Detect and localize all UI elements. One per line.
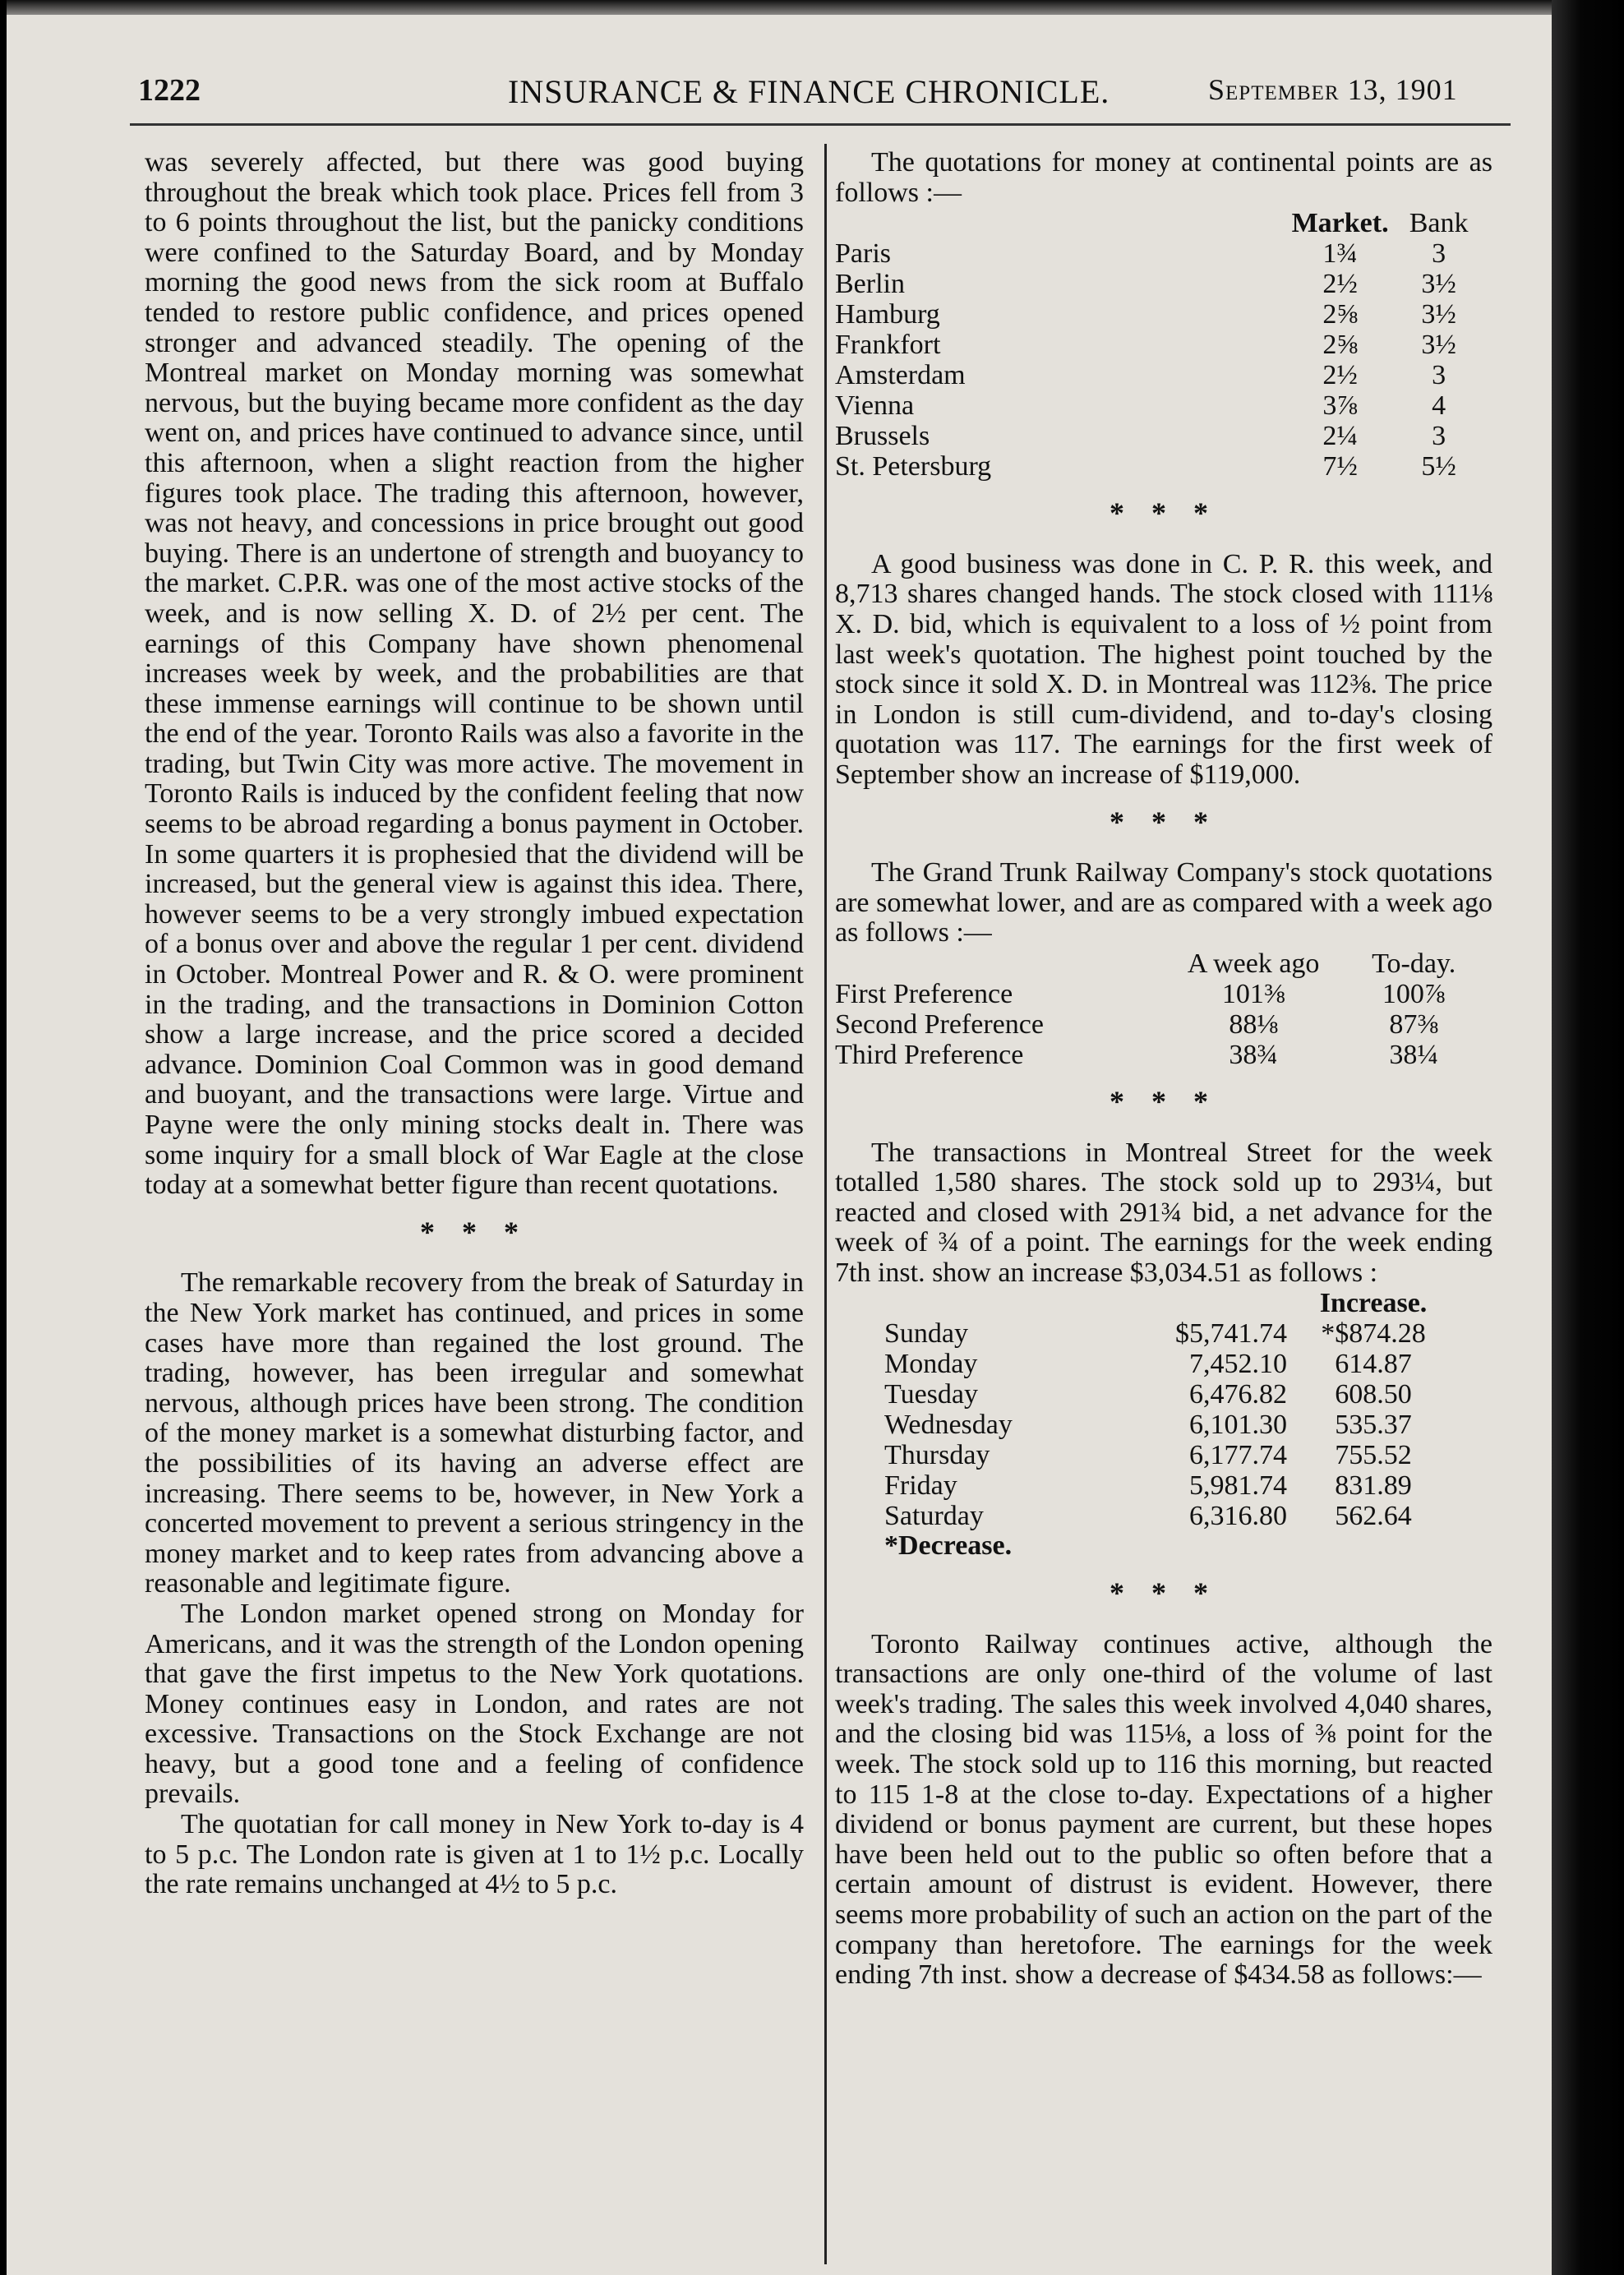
money-rate-row: [835, 360, 1476, 390]
money-rate-row: [835, 269, 1476, 299]
issue-date: September 13, 1901: [1208, 73, 1458, 106]
page-number: 1222: [138, 73, 201, 108]
journal-title: INSURANCE & FINANCE CHRONICLE.: [508, 73, 1110, 110]
section-separator: * * *: [1110, 1576, 1218, 1610]
market-rate: 2⅝: [1322, 299, 1358, 330]
weekday: Tuesday: [884, 1379, 978, 1410]
right-column: [835, 148, 1493, 1991]
preference-row: [835, 1040, 1476, 1070]
week-ago-quote: 101⅜: [1221, 978, 1285, 1009]
earnings-row: [884, 1501, 1460, 1531]
city-name: Brussels: [835, 421, 930, 452]
market-rate: 2½: [1322, 360, 1358, 391]
city-name: Berlin: [835, 269, 905, 300]
money-rates-header-row: [835, 208, 1476, 238]
city-name: St. Petersburg: [835, 451, 992, 482]
today-quote: 100⅞: [1382, 978, 1446, 1009]
bank-column-header: Bank: [1409, 208, 1469, 239]
money-rates-table: [835, 208, 1476, 482]
bank-rate: 3: [1432, 421, 1446, 452]
earnings-row: [884, 1440, 1460, 1470]
section-separator: * * *: [1110, 805, 1218, 838]
week-ago-quote: 88⅛: [1229, 1008, 1278, 1040]
section-separator: * * *: [420, 1215, 528, 1248]
weekday: Sunday: [884, 1318, 968, 1350]
earnings-header-row: [884, 1288, 1460, 1318]
market-review-paragraph: was severely affected, but there was good buying throughout the break which took place. Prices fell from 3 to 6 points throughout the list, but the panicky conditions were confined to the Saturday Board, and by Monday morning the good news from the sick room at Buffalo tended to restore public confidence, and prices opened stronger and advanced steadily. The opening of the Montreal market on Monday morning was somewhat nervous, but the buying became more confident as the day went on, and prices have continued to advance since, until this afternoon, when a slight reaction from the higher figures took place. The trading this afternoon, however, was not heavy, and concessions in price brought out good buying. There is an undertone of strength and buoyancy to the market. C.P.R. was one of the most active stocks of the week, and is now selling X. D. of 2½ per cent. The earnings of this Company have shown phenomenal increases week by week, and the probabilities are that these immense earnings will continue to be shown until the end of the year. Toronto Rails was also a favorite in the trading, but Twin City was more active. The movement in Toronto Rails is induced by the confident feeling that now seems to be abroad regarding a bonus payment in October. In some quarters it is prophesied that the dividend will be increased, but the general view is against this idea. There, however seems to be a very strongly imbued expectation of a bonus over and above the regular 1 per cent. dividend in October. Montreal Power and R. & O. were prominent in the trading, and the transactions in Dominion Cotton show a large increase, and the price scored a decided advance. Dominion Coal Common was in good demand and buoyant, and the transactions were large. Virtue and Payne were the only mining stocks dealt in. There was some inquiry for a small block of War Eagle at the close today at a somewhat better figure than recent quotations.: [145, 147, 804, 1201]
market-rate: 2¼: [1322, 421, 1358, 452]
earnings-row: [884, 1318, 1460, 1349]
earnings-amount: 6,476.82: [1189, 1379, 1287, 1410]
earnings-increase: *$874.28: [1321, 1318, 1426, 1350]
city-name: Amsterdam: [835, 360, 966, 391]
weekday: Thursday: [884, 1440, 990, 1471]
earnings-amount: 6,101.30: [1189, 1410, 1287, 1441]
weekday: Wednesday: [884, 1410, 1013, 1441]
preference-row: [835, 1009, 1476, 1040]
grand-trunk-header-row: [835, 948, 1476, 979]
market-rate: 3⅞: [1322, 390, 1358, 422]
money-rate-row: [835, 390, 1476, 421]
weekday: Friday: [884, 1470, 957, 1502]
city-name: Paris: [835, 238, 891, 270]
money-rate-row: [835, 330, 1476, 360]
market-rate: 2⅝: [1322, 330, 1358, 361]
scan-top-edge: [7, 0, 1552, 15]
bank-rate: 3½: [1421, 269, 1456, 300]
preference-label: First Preference: [835, 978, 1013, 1009]
decrease-footnote: *Decrease.: [884, 1530, 1013, 1562]
toronto-railway-paragraph: Toronto Railway continues active, although the transactions are only one-third of the volume of last week's trading. The sales this week involved 4,040 shares, and the closing bid was 115⅛, a loss of ⅜ point for the week. The stock sold up to 116 this morning, but reacted to 115 1-8 at the close to-day. Expectations of a higher dividend or bonus payment are current, but these hopes have been held out to the public so often before that a certain amount of distrust is evident. However, there seems more probability of such an action on the part of the company than heretofore. The earnings for the week ending 7th inst. show a decrease of $434.58 as follows:—: [835, 1628, 1493, 1991]
grand-trunk-table: [835, 948, 1476, 1070]
earnings-amount: 6,177.74: [1189, 1440, 1287, 1471]
market-rate: 1¾: [1322, 238, 1358, 270]
cpr-paragraph: A good business was done in C. P. R. this week, and 8,713 shares changed hands. The stock closed with 111⅛ X. D. bid, which is equivalent to a loss of ½ point from last week's quotation. The highest point touched by the stock since it sold X. D. in Montreal was 112⅜. The price in London is still cum-dividend, and to-day's closing quotation was 117. The earnings for the first week of September show an increase of $119,000.: [835, 548, 1493, 790]
week-ago-quote: 38¾: [1229, 1039, 1278, 1070]
earnings-increase: 755.52: [1335, 1440, 1412, 1471]
money-rate-row: [835, 451, 1476, 482]
money-rate-row: [835, 238, 1476, 269]
earnings-row: [884, 1470, 1460, 1501]
weekday: Saturday: [884, 1501, 984, 1532]
earnings-increase: 535.37: [1335, 1410, 1412, 1441]
paper-sheet: [7, 0, 1552, 2275]
weekday: Monday: [884, 1349, 978, 1380]
binding-edge: [1552, 0, 1624, 2275]
week-ago-column-header: A week ago: [1187, 948, 1320, 979]
earnings-increase: 614.87: [1335, 1349, 1412, 1380]
city-name: Vienna: [835, 390, 915, 422]
money-quotations-intro: The quotations for money at continental points are as follows :—: [835, 147, 1493, 208]
bank-rate: 5½: [1421, 451, 1456, 482]
left-column: [145, 148, 804, 1900]
earnings-row: [884, 1349, 1460, 1379]
london-paragraph: The London market opened strong on Monday for Americans, and it was the strength of the London opening that gave the first impetus to the New York quotations. Money continues easy in London, and rates are not excessive. Transactions on the Stock Exchange are not heavy, but a good tone and a feeling of confidence prevails.: [145, 1598, 804, 1810]
section-separator: * * *: [1110, 1084, 1218, 1118]
earnings-table: [884, 1288, 1460, 1531]
earnings-increase: 562.64: [1335, 1501, 1412, 1532]
today-quote: 87⅜: [1389, 1008, 1438, 1040]
increase-column-header: Increase.: [1319, 1288, 1428, 1319]
money-rate-row: [835, 299, 1476, 330]
column-rule: [824, 144, 827, 2264]
earnings-row: [884, 1379, 1460, 1410]
city-name: Hamburg: [835, 299, 940, 330]
bank-rate: 3: [1432, 238, 1446, 270]
today-quote: 38¼: [1389, 1039, 1438, 1070]
earnings-row: [884, 1410, 1460, 1440]
earnings-amount: 7,452.10: [1189, 1349, 1287, 1380]
market-rate: 2½: [1322, 269, 1358, 300]
section-separator: * * *: [1110, 496, 1218, 530]
preference-label: Third Preference: [835, 1039, 1024, 1070]
grand-trunk-intro: The Grand Trunk Railway Company's stock quotations are somewhat lower, and are as compared with a week ago as follows :—: [835, 857, 1493, 948]
preference-label: Second Preference: [835, 1008, 1044, 1040]
header-rule: [130, 123, 1511, 126]
montreal-street-paragraph: The transactions in Montreal Street for the week totalled 1,580 shares. The stock sold up to 293¼, but reacted and closed with 291¾ bid, a net advance for the week of ¾ of a point. The earnings for the week ending 7th inst. show an increase $3,034.51 as follows :: [835, 1137, 1493, 1288]
bank-rate: 4: [1432, 390, 1446, 422]
bank-rate: 3½: [1421, 299, 1456, 330]
market-column-header: Market.: [1291, 208, 1389, 239]
money-rate-row: [835, 421, 1476, 451]
earnings-increase: 608.50: [1335, 1379, 1412, 1410]
preference-row: [835, 979, 1476, 1009]
new-york-paragraph: The remarkable recovery from the break of Saturday in the New York market has continued, and prices in some cases have more than regained the lost ground. The trading, however, has been irregular and somewhat nervous, although prices have been strong. The condition of the money market is a somewhat disturbing factor, and the possibilities of its having an adverse effect are increasing. There seems to be, however, in New York a concerted movement to prevent a serious stringency in the money market and to keep rates from advancing above a reasonable and legitimate figure.: [145, 1267, 804, 1599]
earnings-amount: 5,981.74: [1189, 1470, 1287, 1502]
market-rate: 7½: [1322, 451, 1358, 482]
city-name: Frankfort: [835, 330, 941, 361]
bank-rate: 3½: [1421, 330, 1456, 361]
earnings-amount: 6,316.80: [1189, 1501, 1287, 1532]
earnings-amount: $5,741.74: [1175, 1318, 1287, 1350]
today-column-header: To-day.: [1372, 948, 1456, 979]
call-money-paragraph: The quotatian for call money in New York to-day is 4 to 5 p.c. The London rate is given at 1 to 1½ p.c. Locally the rate remains unchanged at 4½ to 5 p.c.: [145, 1809, 804, 1900]
earnings-increase: 831.89: [1335, 1470, 1412, 1502]
bank-rate: 3: [1432, 360, 1446, 391]
